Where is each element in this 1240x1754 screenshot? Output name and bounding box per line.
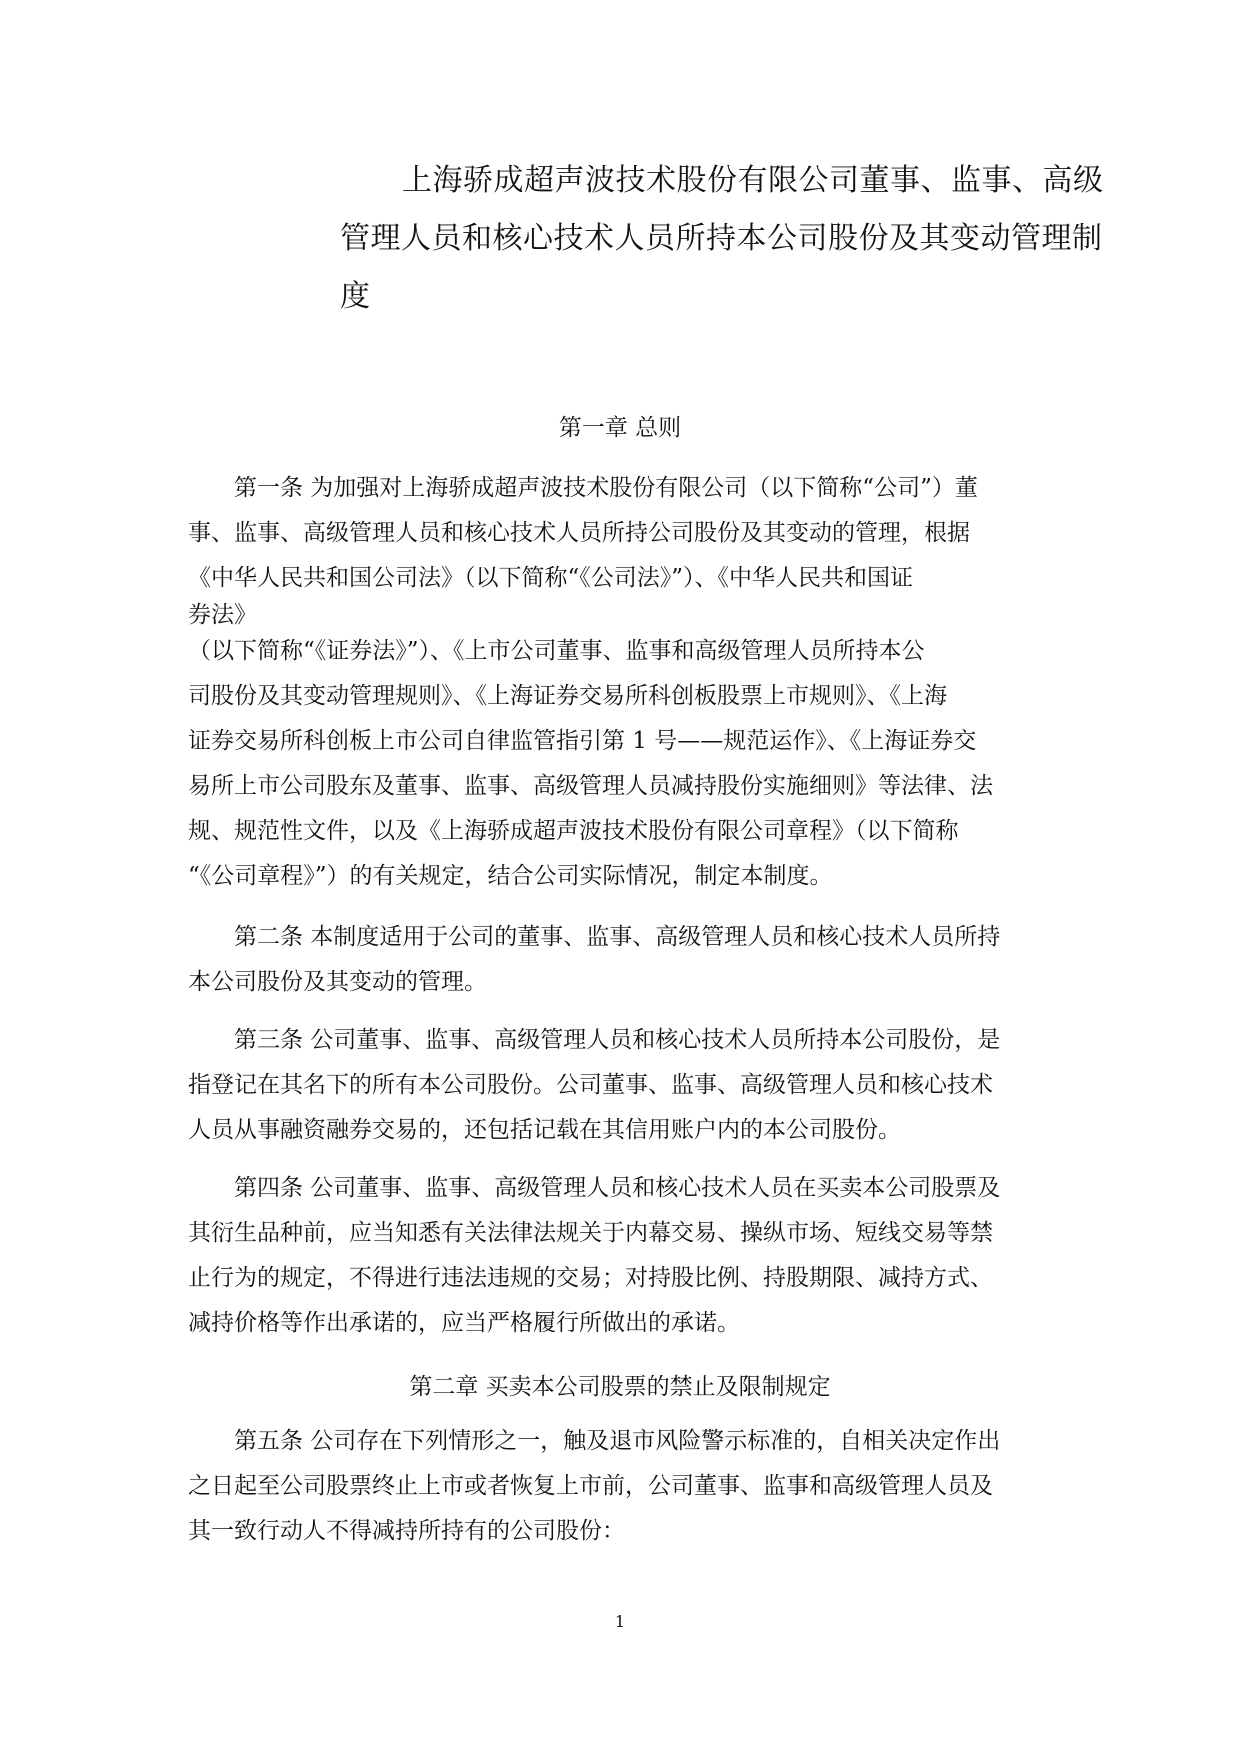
text-line: 规、规范性文件，以及《上海骄成超声波技术股份有限公司章程》（以下简称 xyxy=(188,818,959,844)
article-3 xyxy=(188,1018,1068,1153)
article-5 xyxy=(188,1419,1068,1554)
text-line: 人员从事融资融券交易的，还包括记载在其信用账户内的本公司股份。 xyxy=(188,1117,901,1143)
document-title xyxy=(340,152,1104,326)
title-line: 管理人员和核心技术人员所持本公司股份及其变动管理制 xyxy=(340,221,1103,256)
article-1 xyxy=(188,466,1068,899)
text-line: 《中华人民共和国公司法》（以下简称“《公司法》”）、《中华人民共和国证 xyxy=(188,565,914,591)
title-line: 上海骄成超声波技术股份有限公司董事、监事、高级 xyxy=(402,163,1104,198)
text-line: 司股份及其变动管理规则》、《上海证券交易所科创板股票上市规则》、《上海 xyxy=(188,683,947,709)
text-line: 第五条 公司存在下列情形之一，触及退市风险警示标准的，自相关决定作出 xyxy=(234,1428,1001,1454)
text-line: 减持价格等作出承诺的，应当严格履行所做出的承诺。 xyxy=(188,1310,740,1336)
chapter-heading-2: 第二章 买卖本公司股票的禁止及限制规定 xyxy=(409,1374,831,1400)
text-line: 证券交易所科创板上市公司自律监管指引第 1 号——规范运作》、《上海证券交 xyxy=(188,728,977,754)
text-line: 第一条 为加强对上海骄成超声波技术股份有限公司（以下简称“公司”）董 xyxy=(234,475,978,501)
text-line: 止行为的规定，不得进行违法违规的交易；对持股比例、持股期限、减持方式、 xyxy=(188,1265,993,1291)
text-line: 事、监事、高级管理人员和核心技术人员所持公司股份及其变动的管理，根据 xyxy=(188,520,970,546)
article-2 xyxy=(188,915,1068,1005)
text-line: 之日起至公司股票终止上市或者恢复上市前，公司董事、监事和高级管理人员及 xyxy=(188,1473,993,1499)
text-line: （以下简称“《证券法》”）、《上市公司董事、监事和高级管理人员所持本公 xyxy=(188,638,925,664)
text-line: 券法》 xyxy=(188,602,257,628)
text-line: 其衍生品种前，应当知悉有关法律法规关于内幕交易、操纵市场、短线交易等禁 xyxy=(188,1220,993,1246)
article-4 xyxy=(188,1166,1068,1346)
page-number: 1 xyxy=(614,1612,626,1631)
text-line: 其一致行动人不得减持所持有的公司股份： xyxy=(188,1518,625,1544)
chapter-heading-1: 第一章 总则 xyxy=(558,415,682,441)
text-line: 易所上市公司股东及董事、监事、高级管理人员减持股份实施细则》等法律、法 xyxy=(188,773,993,799)
text-line: 第二条 本制度适用于公司的董事、监事、高级管理人员和核心技术人员所持 xyxy=(234,924,1001,950)
text-line: “《公司章程》”）的有关规定，结合公司实际情况，制定本制度。 xyxy=(188,863,833,889)
text-line: 本公司股份及其变动的管理。 xyxy=(188,969,487,995)
text-line: 第三条 公司董事、监事、高级管理人员和核心技术人员所持本公司股份，是 xyxy=(234,1027,1001,1053)
text-line: 第四条 公司董事、监事、高级管理人员和核心技术人员在买卖本公司股票及 xyxy=(234,1175,1001,1201)
text-line: 指登记在其名下的所有本公司股份。公司董事、监事、高级管理人员和核心技术 xyxy=(188,1072,993,1098)
title-line: 度 xyxy=(340,279,371,314)
